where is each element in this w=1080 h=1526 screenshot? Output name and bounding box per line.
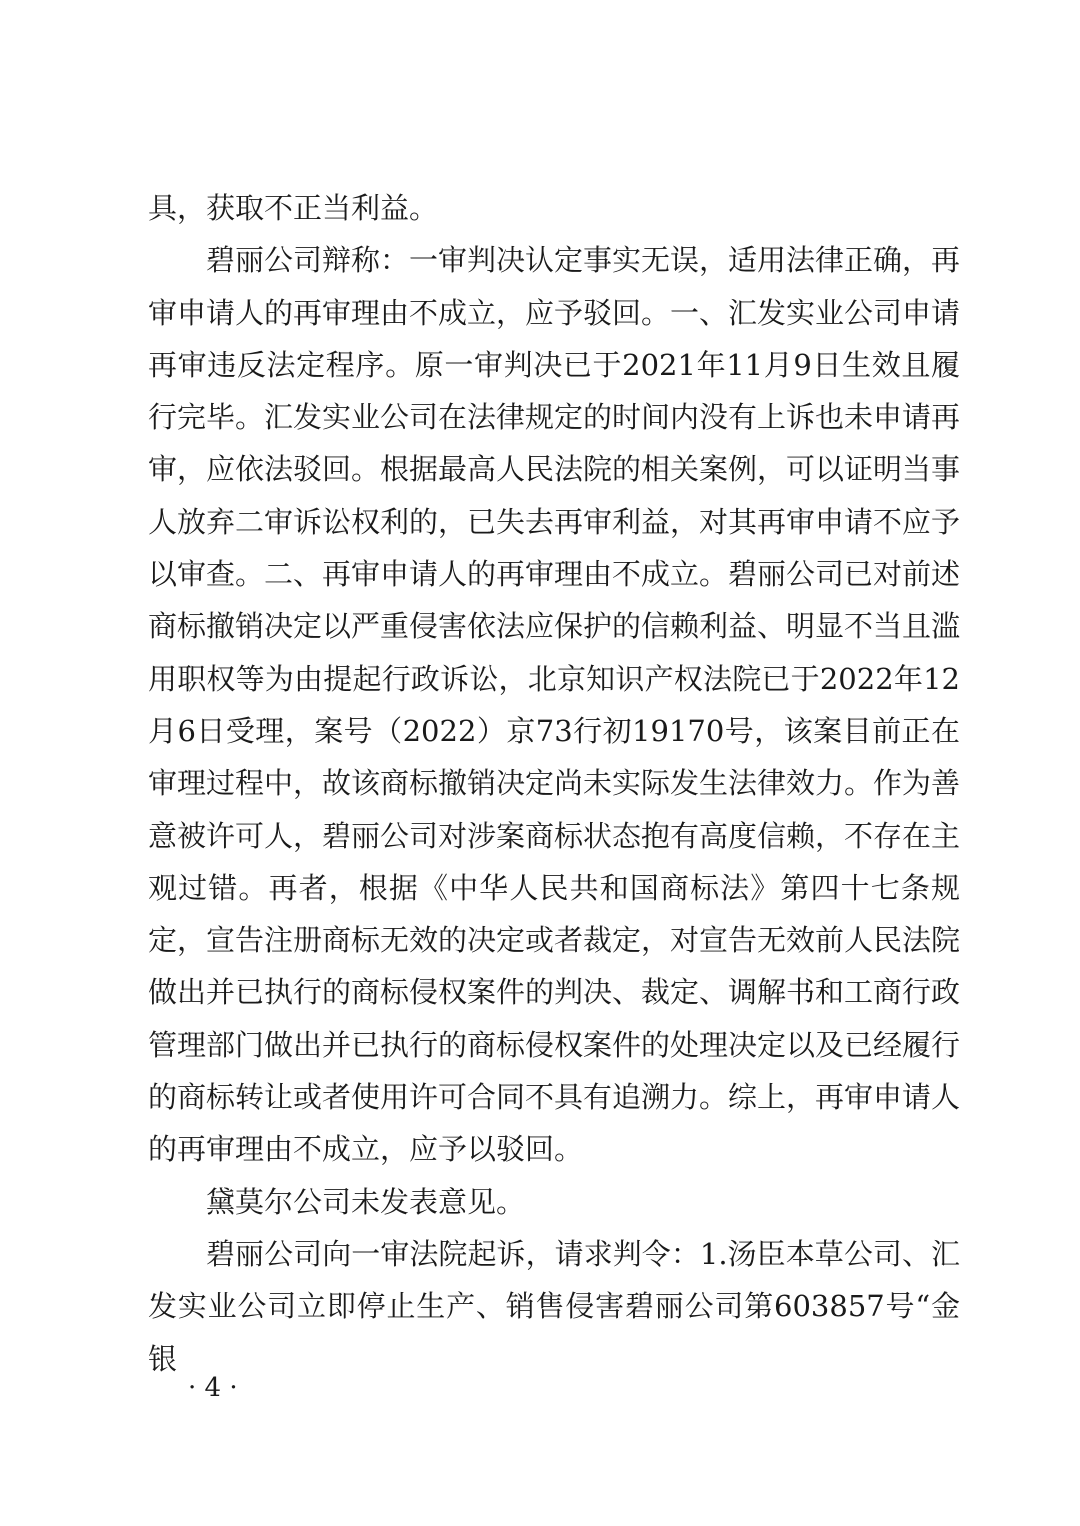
paragraph-bili-lawsuit: 碧丽公司向一审法院起诉，请求判令：1.汤臣本草公司、汇发实业公司立即停止生产、销售侵害碧丽公司第603857号“金银 <box>148 1236 960 1376</box>
paragraph-continuation: 具，获取不正当利益。 <box>148 191 439 225</box>
paragraph-bili-defense: 碧丽公司辩称：一审判决认定事实无误，适用法律正确，再审申请人的再审理由不成立，应予驳回。一、汇发实业公司申请再审违反法定程序。原一审判决已于2021年11月9日生效且履行完毕。汇发实业公司在法律规定的时间内没有上诉也未申请再审，应依法驳回。根据最高人民法院的相关案例，可以证明当事人放弃二审诉讼权利的，已失去再审利益，对其再审申请不应予以审查。二、再审申请人的再审理由不成立。碧丽公司已对前述商标撤销决定以严重侵害依法应保护的信赖利益、明显不当且滥用职权等为由提起行政诉讼，北京知识产权法院已于2022年12月6日受理，案号（2022）京73行初19170号，该案目前正在审理过程中，故该商标撤销决定尚未实际发生法律效力。作为善意被许可人，碧丽公司对涉案商标状态抱有高度信赖，不存在主观过错。再者，根据《中华人民共和国商标法》第四十七条规定，宣告注册商标无效的决定或者裁定，对宣告无效前人民法院做出并已执行的商标侵权案件的判决、裁定、调解书和工商行政管理部门做出并已执行的商标侵权案件的处理决定以及已经履行的商标转让或者使用许可合同不具有追溯力。综上，再审申请人的再审理由不成立，应予以驳回。 <box>148 243 961 1167</box>
paragraph-daimoer-no-opinion: 黛莫尔公司未发表意见。 <box>206 1184 526 1219</box>
page-number: · 4 · <box>188 1373 238 1403</box>
document-body <box>148 182 960 1385</box>
